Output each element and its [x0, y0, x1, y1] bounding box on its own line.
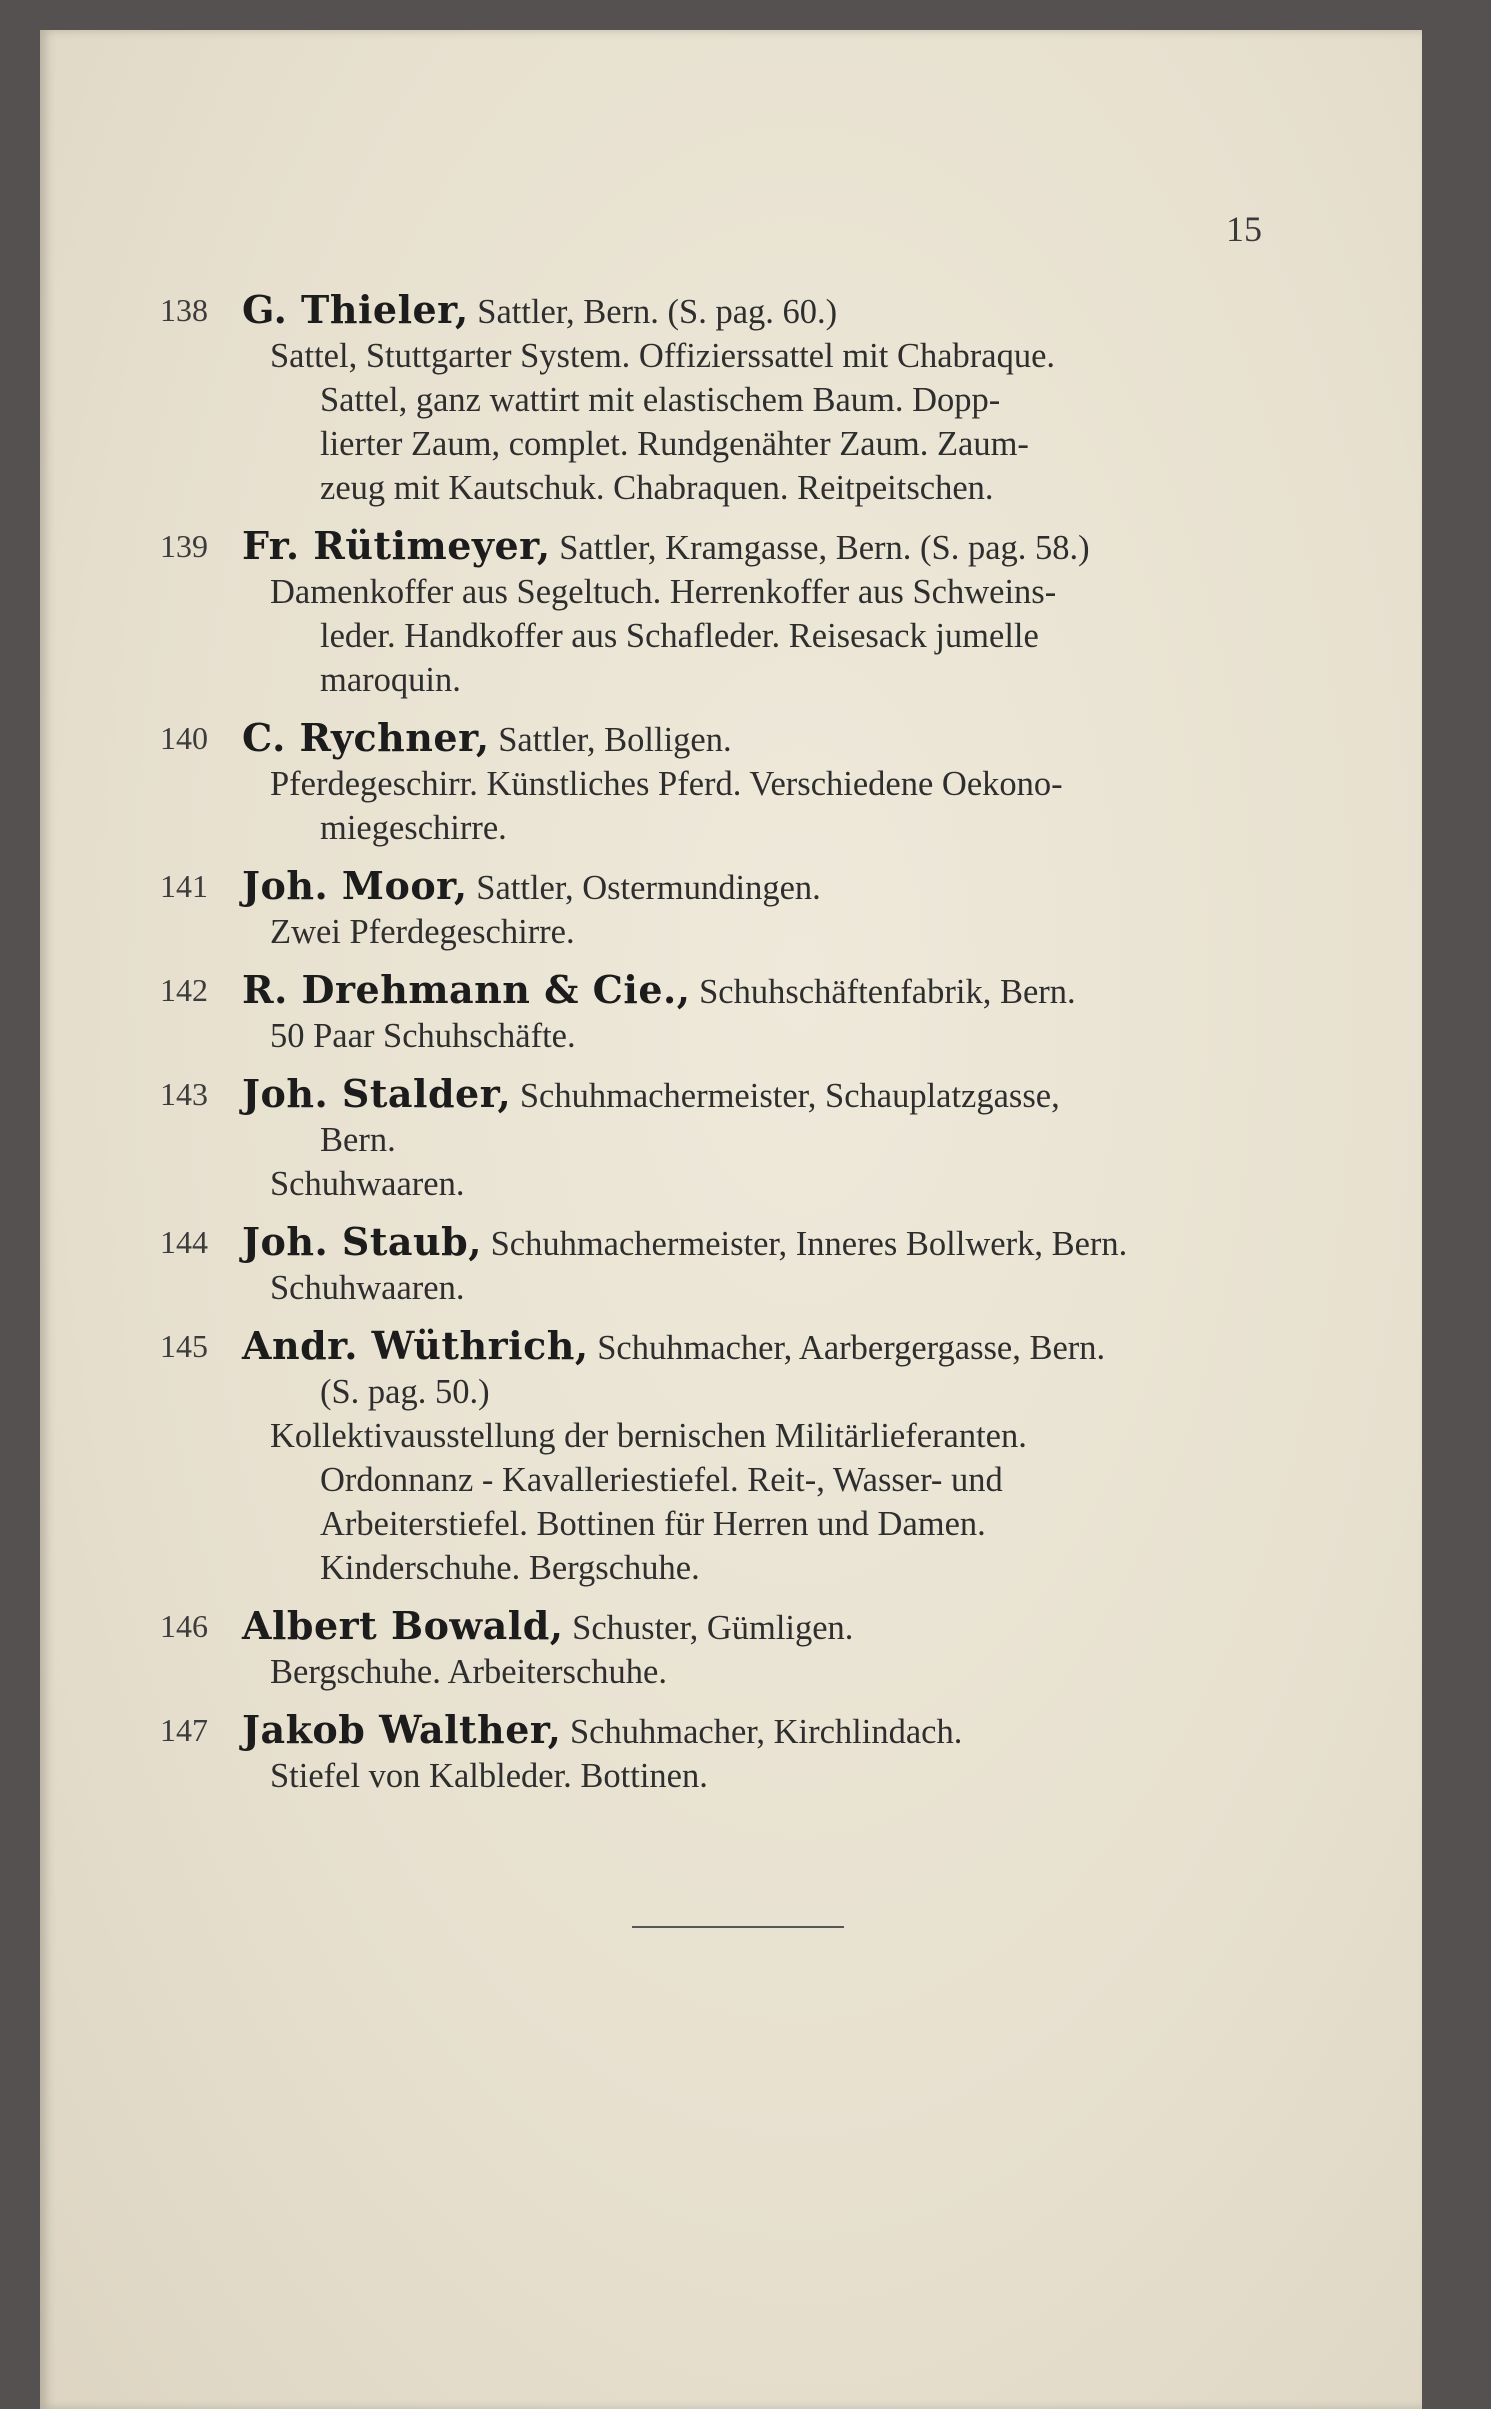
exhibit-description	[160, 1266, 1270, 1310]
description-line: Kinderschuhe. Bergschuhe.	[320, 1549, 700, 1587]
exhibitor-list	[160, 288, 1270, 1812]
entry-header	[160, 1604, 1270, 1650]
exhibit-description	[160, 1650, 1270, 1694]
catalog-entry	[160, 524, 1270, 702]
exhibitor-name: C. Rychner,	[242, 715, 490, 760]
catalog-entry	[160, 968, 1270, 1058]
entry-number: 147	[160, 1712, 208, 1748]
exhibitor-details: Schuhmacher, Kirchlindach.	[569, 1713, 963, 1751]
description-line: Schuhwaaren.	[270, 1165, 465, 1203]
exhibit-description	[160, 570, 1270, 702]
entry-header	[160, 1708, 1270, 1754]
exhibitor-details: Schuster, Gümligen.	[572, 1609, 854, 1647]
exhibit-description	[160, 1414, 1270, 1590]
description-line: Pferdegeschirr. Künstliches Pferd. Verschiedene Oekono-	[270, 765, 1063, 803]
exhibitor-name: Albert Bowald,	[242, 1603, 564, 1648]
catalog-entry	[160, 1072, 1270, 1206]
catalog-entry	[160, 716, 1270, 850]
description-line: Bergschuhe. Arbeiterschuhe.	[270, 1653, 667, 1691]
description-line: Ordonnanz - Kavalleriestiefel. Reit-, Wasser- und	[320, 1461, 1003, 1499]
entry-header	[160, 1072, 1270, 1118]
entry-number: 146	[160, 1608, 208, 1644]
page-number: 15	[1226, 209, 1262, 249]
description-line: Schuhwaaren.	[270, 1269, 465, 1307]
exhibitor-name: G. Thieler,	[242, 287, 469, 332]
description-line: Kollektivausstellung der bernischen Militärlieferanten.	[270, 1417, 1027, 1455]
exhibitor-name: Andr. Wüthrich,	[242, 1323, 589, 1368]
exhibitor-name: Jakob Walther,	[242, 1707, 562, 1752]
exhibitor-details: Sattler, Bern. (S. pag. 60.)	[477, 293, 838, 331]
exhibitor-details: Schuhmacher, Aarbergergasse, Bern.	[597, 1329, 1106, 1367]
exhibit-description	[160, 1014, 1270, 1058]
description-line: Zwei Pferdegeschirre.	[270, 913, 575, 951]
description-line: Arbeiterstiefel. Bottinen für Herren und Damen.	[320, 1505, 986, 1543]
catalog-page	[40, 30, 1422, 2409]
entry-header	[160, 288, 1270, 334]
catalog-entry	[160, 864, 1270, 954]
exhibitor-name: Joh. Stalder,	[242, 1071, 512, 1116]
exhibitor-name: Fr. Rütimeyer,	[242, 523, 551, 568]
entry-number: 145	[160, 1328, 208, 1364]
entry-number: 142	[160, 972, 208, 1008]
description-line: leder. Handkoffer aus Schafleder. Reisesack jumelle	[320, 617, 1039, 655]
description-line: 50 Paar Schuhschäfte.	[270, 1017, 576, 1055]
description-line: maroquin.	[320, 661, 461, 699]
entry-number: 140	[160, 720, 208, 756]
catalog-entry	[160, 1708, 1270, 1798]
description-line: Sattel, Stuttgarter System. Offizierssattel mit Chabraque.	[270, 337, 1056, 375]
entry-number: 141	[160, 868, 208, 904]
entry-header	[160, 968, 1270, 1014]
exhibit-description	[160, 334, 1270, 510]
entry-header	[160, 524, 1270, 570]
exhibit-description	[160, 910, 1270, 954]
catalog-entry	[160, 1220, 1270, 1310]
description-line: lierter Zaum, complet. Rundgenähter Zaum. Zaum-	[320, 425, 1029, 463]
exhibit-description	[160, 1754, 1270, 1798]
description-line: Stiefel von Kalbleder. Bottinen.	[270, 1757, 708, 1795]
catalog-entry	[160, 288, 1270, 510]
entry-header	[160, 1220, 1270, 1266]
exhibitor-details: Schuhmachermeister, Inneres Bollwerk, Bern.	[490, 1225, 1128, 1263]
entry-header	[160, 864, 1270, 910]
description-line: Sattel, ganz wattirt mit elastischem Baum. Dopp-	[320, 381, 1001, 419]
catalog-entry	[160, 1324, 1270, 1590]
exhibitor-details: Schuhmachermeister, Schauplatzgasse,	[519, 1077, 1060, 1115]
exhibitor-name: Joh. Staub,	[242, 1219, 482, 1264]
catalog-entry	[160, 1604, 1270, 1694]
entry-header	[160, 1324, 1270, 1370]
entry-header	[160, 716, 1270, 762]
exhibitor-details: Sattler, Bolligen.	[498, 721, 732, 759]
exhibit-description	[160, 1162, 1270, 1206]
exhibitor-name: Joh. Moor,	[242, 863, 468, 908]
exhibitor-details-continued: (S. pag. 50.)	[320, 1373, 490, 1411]
end-rule	[632, 1926, 844, 1928]
exhibitor-details-continued: Bern.	[320, 1121, 396, 1159]
description-line: Damenkoffer aus Segeltuch. Herrenkoffer aus Schweins-	[270, 573, 1057, 611]
exhibitor-details: Sattler, Ostermundingen.	[476, 869, 821, 907]
entry-number: 138	[160, 292, 208, 328]
exhibit-description	[160, 762, 1270, 850]
description-line: miegeschirre.	[320, 809, 507, 847]
entry-number: 139	[160, 528, 208, 564]
exhibitor-details: Schuhschäftenfabrik, Bern.	[699, 973, 1076, 1011]
entry-number: 144	[160, 1224, 208, 1260]
description-line: zeug mit Kautschuk. Chabraquen. Reitpeitschen.	[320, 469, 994, 507]
entry-number: 143	[160, 1076, 208, 1112]
exhibitor-details: Sattler, Kramgasse, Bern. (S. pag. 58.)	[559, 529, 1090, 567]
exhibitor-name: R. Drehmann & Cie.,	[242, 967, 691, 1012]
